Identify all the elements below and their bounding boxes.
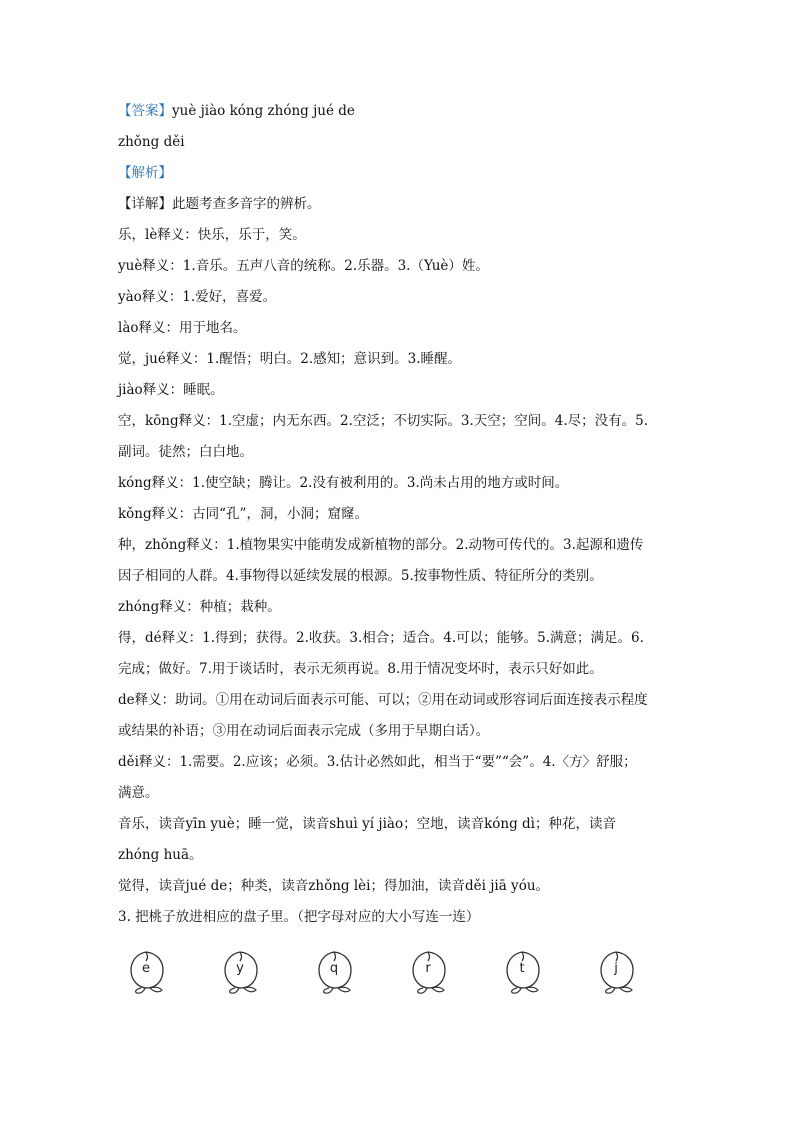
peach-row (128, 948, 668, 1008)
body-line: 觉，jué释义：1.醒悟；明白。2.感知；意识到。3.睡醒。 (118, 351, 462, 367)
peach-letter: q (329, 961, 339, 976)
body-line: 乐，lè释义：快乐，乐于，笑。 (118, 227, 306, 243)
answer-line (118, 96, 678, 127)
document-body (118, 96, 678, 933)
peach-letter: y (236, 961, 244, 976)
body-line: yào释义：1.爱好，喜爱。 (118, 289, 277, 305)
detail-text: 此题考查多音字的辨析。 (172, 196, 321, 212)
analysis-tag: 【解析】 (118, 165, 172, 181)
answer-tag: 【答案】 (118, 103, 172, 119)
peach-letter: r (425, 961, 431, 976)
body-line: 因子相同的人群。4.事物得以延续发展的根源。5.按事物性质、特征所分的类别。 (118, 568, 603, 584)
body-line: de释义：助词。①用在动词后面表示可能、可以；②用在动词或形容词后面连接表示程度 (118, 692, 648, 708)
body-line: zhóng huā。 (118, 847, 203, 863)
answer-text: yuè jiào kóng zhóng jué de (172, 103, 355, 119)
peach-icon[interactable] (410, 948, 454, 994)
peach-icon[interactable] (316, 948, 360, 994)
peach-icon[interactable] (504, 948, 548, 994)
body-line: 种，zhǒng释义：1.植物果实中能萌发成新植物的部分。2.动物可传代的。3.起源和遗传 (118, 537, 644, 553)
body-line: yuè释义：1.音乐。五声八音的统称。2.乐器。3.（Yuè）姓。 (118, 258, 489, 274)
peach-icon[interactable] (222, 948, 266, 994)
body-line: 满意。 (118, 785, 159, 801)
peach-letter: t (519, 961, 525, 976)
body-line: kóng释义：1.使空缺；腾让。2.没有被利用的。3.尚未占用的地方或时间。 (118, 475, 569, 491)
body-line: 空，kōng释义：1.空虚；内无东西。2.空泛；不切实际。3.天空；空间。4.尽；没有。5. (118, 413, 649, 429)
body-line: 觉得，读音jué de；种类，读音zhǒng lèi；得加油，读音děi jiā yóu。 (118, 878, 550, 894)
peach-icon[interactable] (128, 948, 172, 994)
answer-continuation: zhǒng děi (118, 134, 185, 150)
body-line: 完成；做好。7.用于谈话时，表示无须再说。8.用于情况变坏时，表示只好如此。 (118, 661, 603, 677)
peach-letter: j (614, 961, 618, 976)
body-line: lào释义：用于地名。 (118, 320, 247, 336)
body-line: jiào释义：睡眠。 (118, 382, 224, 398)
body-line: 或结果的补语；③用在动词后面表示完成（多用于早期白话）。 (118, 723, 490, 739)
body-line: zhóng释义：种植；栽种。 (118, 599, 281, 615)
body-line: kǒng释义：古同“孔”，洞，小洞；窟窿。 (118, 506, 368, 522)
peach-icon[interactable] (598, 948, 642, 994)
body-line: děi释义：1.需要。2.应该；必须。3.估计必然如此，相当于“要”“会”。4.〈方〉舒服； (118, 754, 637, 770)
body-line: 得，dé释义：1.得到；获得。2.收获。3.相合；适合。4.可以；能够。5.满意；满足。6. (118, 630, 644, 646)
question-3: 3. 把桃子放进相应的盘子里。（把字母对应的大小写连一连） (118, 909, 480, 925)
detail-tag: 【详解】 (118, 196, 172, 212)
body-line: 音乐，读音yīn yuè；睡一觉，读音shuì yí jiào；空地，读音kóng dì；种花，读音 (118, 816, 616, 832)
detail-line (118, 189, 678, 220)
peach-letter: e (142, 961, 150, 976)
body-line: 副词。徒然；白白地。 (118, 444, 253, 460)
